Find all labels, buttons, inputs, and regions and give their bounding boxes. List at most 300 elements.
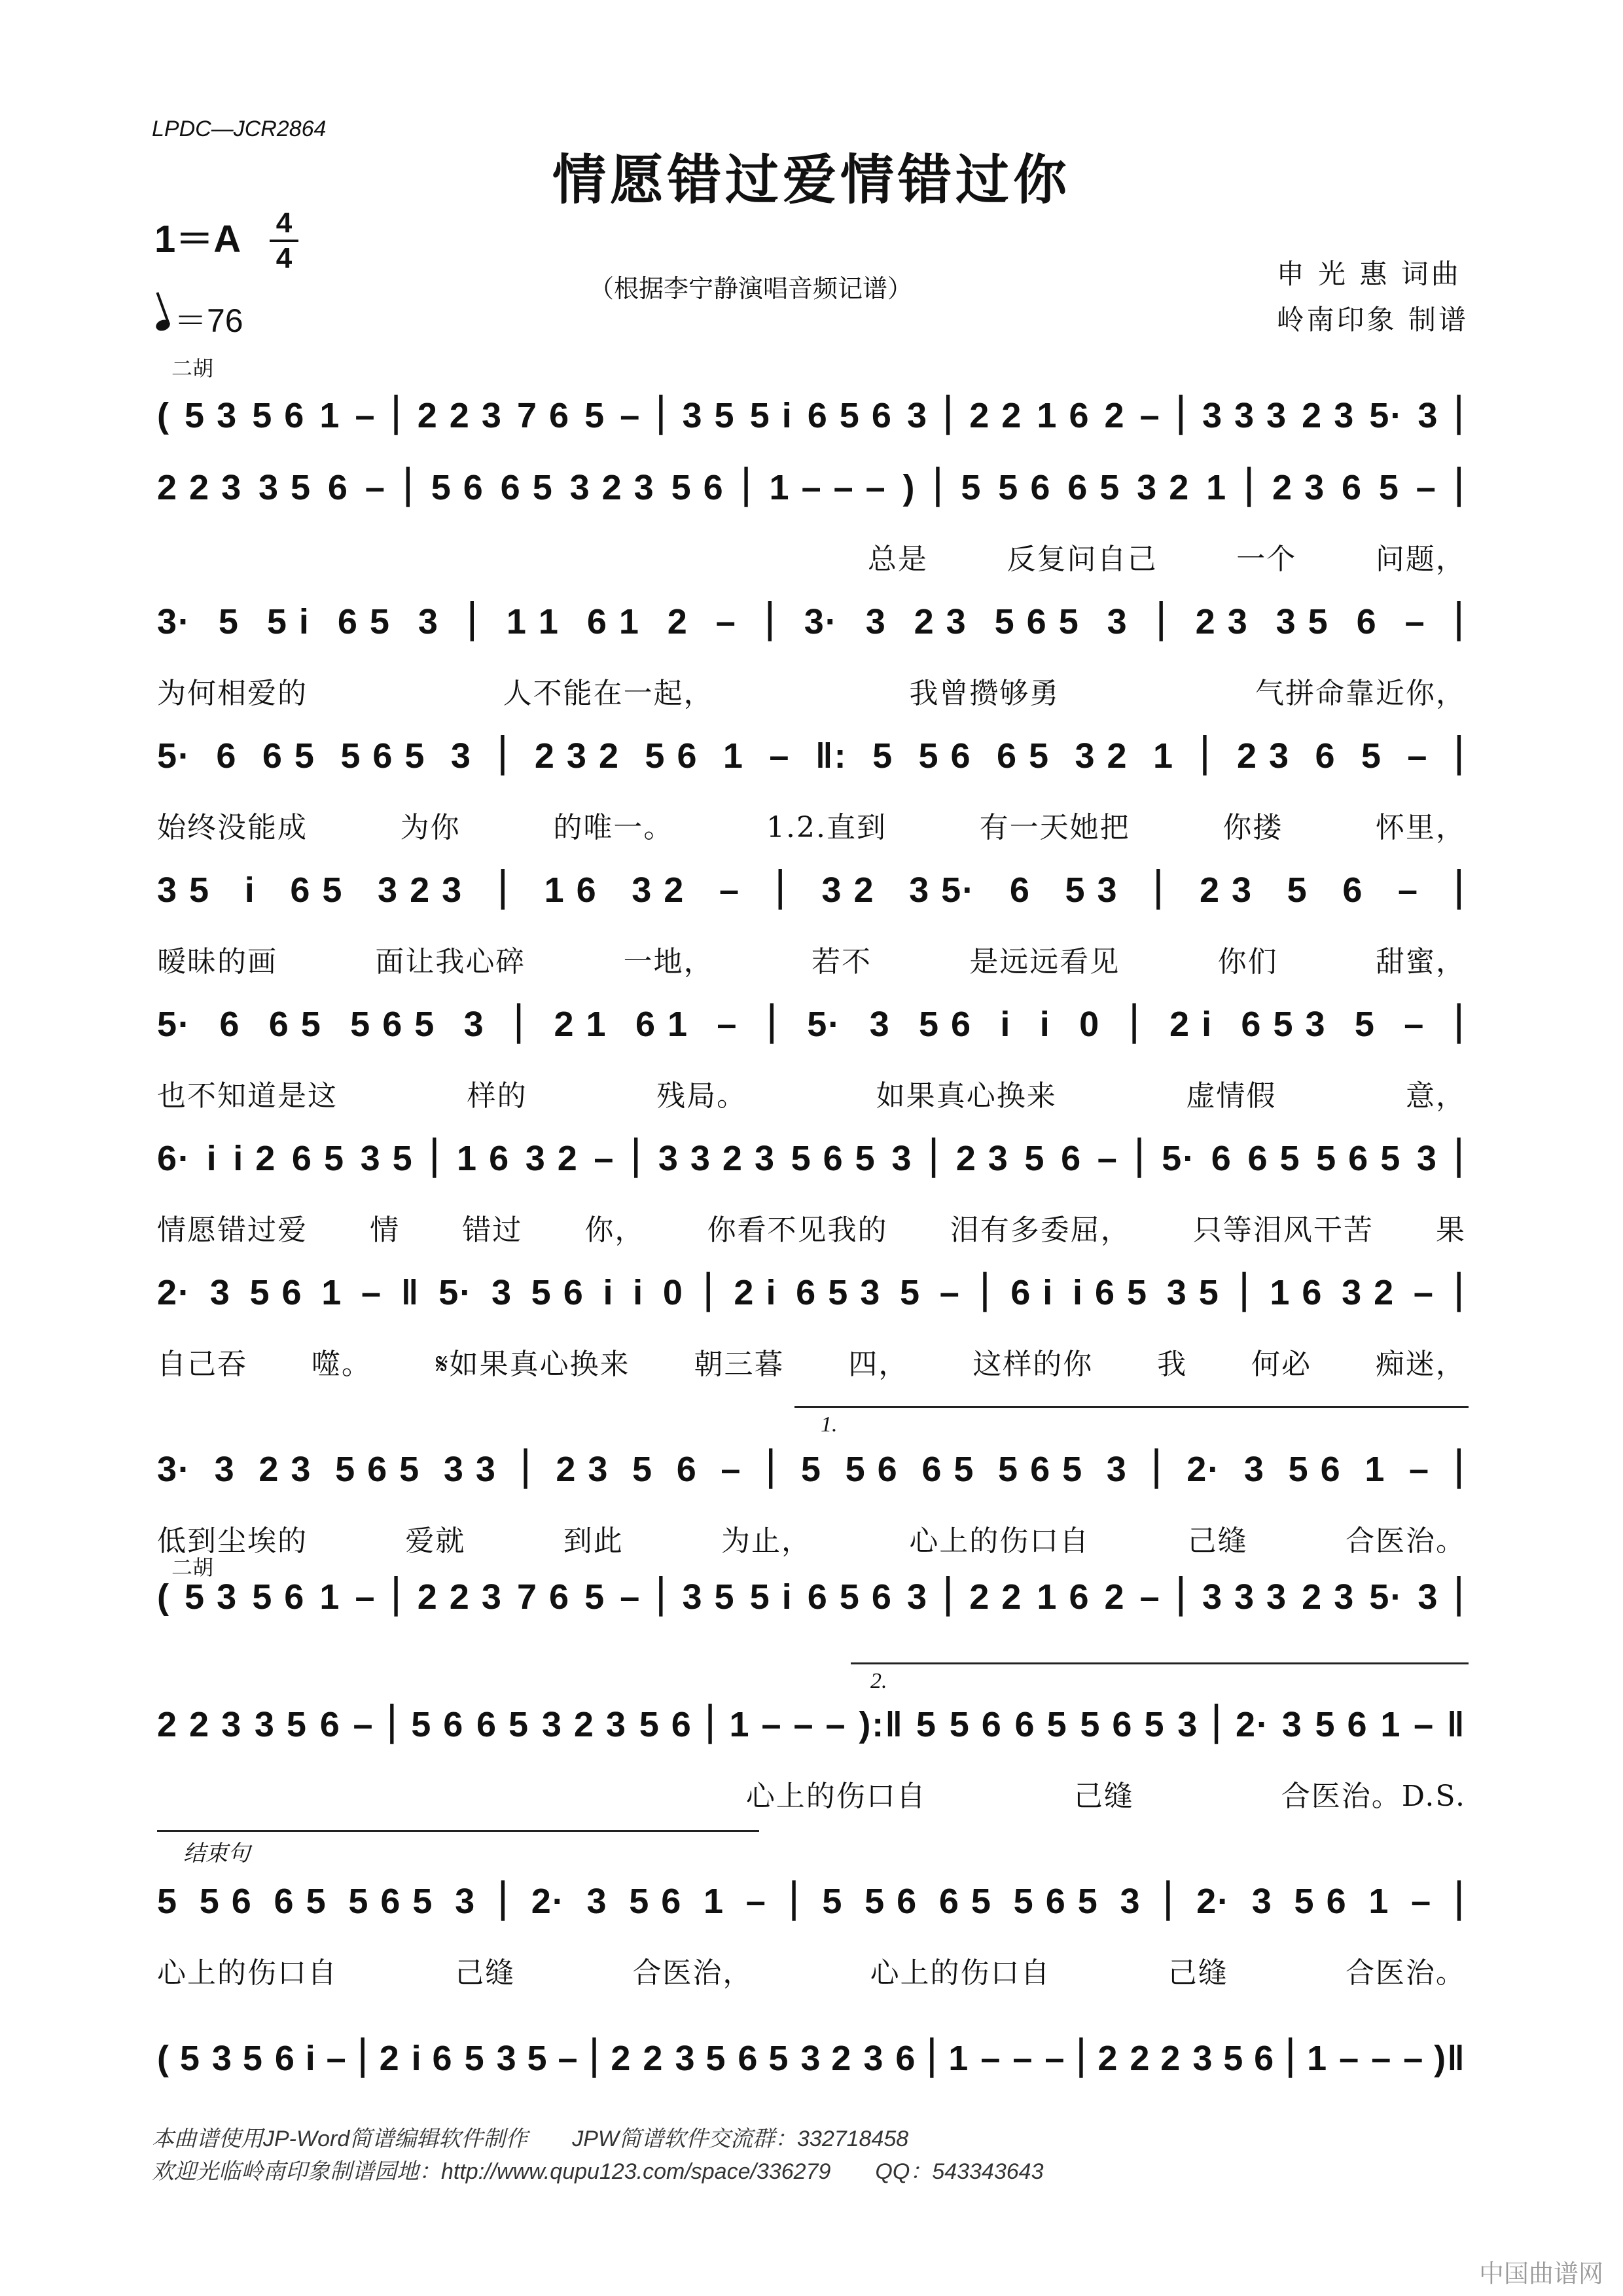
note-group: 2 3 — [1302, 1577, 1355, 1617]
note-group: – — [1139, 1577, 1161, 1617]
note-group: 3· — [157, 602, 192, 641]
note-group: 5 3 — [185, 396, 238, 435]
note-group: 3 2 — [1075, 736, 1128, 776]
note-group: 2 2 — [1097, 2039, 1151, 2078]
note-group: 6 5 — [997, 736, 1050, 776]
key-signature: 1＝A — [154, 218, 241, 260]
score-row — [157, 458, 1466, 508]
note-group: 5 — [584, 1577, 606, 1617]
note-group: 2 2 3 — [157, 1705, 243, 1744]
note-group: 2 2 3 — [417, 1577, 503, 1617]
note-group: 3 — [1416, 1139, 1438, 1178]
note-group: 2 i — [1169, 1005, 1213, 1044]
note-group: 3 — [418, 602, 439, 641]
note-group: 5 6 — [242, 2039, 296, 2078]
note-group: 1 — [1206, 468, 1228, 507]
score-row — [157, 592, 1466, 642]
note-group: 6 5 — [291, 1139, 345, 1178]
note-group: 5 6 — [998, 468, 1052, 507]
note-group: 3 — [209, 1273, 231, 1312]
lyric-row — [157, 1206, 1466, 1248]
note-group: 2· — [531, 1882, 565, 1921]
lyric-phrase: 人不能在一起， — [503, 677, 714, 710]
note-group: 6 — [219, 1005, 241, 1044]
note-group: 1 — [319, 1577, 341, 1617]
barline: | — [402, 459, 415, 507]
note-group: 3· — [804, 602, 838, 641]
note-group: 1 — [722, 736, 744, 776]
note-group: 2 3 2 — [534, 736, 620, 776]
lyric-phrase: 心上的伤口自 — [909, 1524, 1090, 1558]
barline: | — [588, 2030, 601, 2078]
note-group: 5 — [822, 1882, 844, 1921]
note-group: 5· — [1369, 1577, 1404, 1617]
note-group: – — [353, 1705, 374, 1744]
score-row — [157, 995, 1466, 1045]
note-group: – — [326, 2039, 348, 2078]
note-group: 6 5 — [337, 602, 391, 641]
lyric-phrase: 我 — [1157, 1348, 1188, 1381]
note-group: i — [206, 1139, 218, 1178]
credit-lyrics: 申 光 惠 词曲 — [1276, 258, 1461, 290]
tempo-marking — [156, 295, 243, 342]
note-group: 3 3 — [443, 1450, 497, 1489]
ending-label: 结束句 — [183, 1842, 250, 1866]
note-group: i — [305, 2039, 317, 2078]
note-group: – — [620, 396, 641, 435]
note-group: 3 — [906, 396, 928, 435]
note-group: 5 — [1287, 870, 1308, 910]
score-row — [157, 1263, 1466, 1313]
lyric-phrase: 的唯一。 — [553, 811, 674, 844]
note-group: 5 3 — [179, 2039, 233, 2078]
note-group: 3 2 — [821, 870, 875, 910]
note-group: 3 2 — [632, 870, 685, 910]
lyric-phrase: 有一天她把 — [979, 811, 1130, 844]
note-group: 6 — [1341, 468, 1363, 507]
lyric-phrase: 问题， — [1375, 543, 1466, 576]
barline: | — [1453, 1873, 1466, 1921]
note-group: 5· — [157, 1005, 192, 1044]
note-group: 3 5 — [157, 870, 211, 910]
barline: | — [774, 861, 787, 910]
barline: | — [1453, 1568, 1466, 1617]
score-row — [157, 726, 1466, 776]
note-group: 2· — [1235, 1705, 1270, 1744]
barline: | — [1453, 996, 1466, 1044]
note-group: 3 5 — [360, 1139, 414, 1178]
instrument-label-2: 二胡 — [171, 1555, 214, 1580]
score-row — [157, 1440, 1466, 1490]
lyric-phrase: 意， — [1405, 1079, 1466, 1113]
lyric-phrase: 情 — [370, 1213, 401, 1247]
note-group: 5 — [916, 1705, 937, 1744]
lyric-phrase: 这样的你 — [972, 1348, 1094, 1381]
note-group: 5 i — [749, 1577, 793, 1617]
note-group: 2 3 6 — [831, 2039, 917, 2078]
note-group: 2 3 — [1199, 870, 1253, 910]
note-group: 2 3 — [1195, 602, 1249, 641]
note-group: 2 2 — [969, 396, 1023, 435]
barline: | — [1243, 459, 1257, 507]
barline: | — [1162, 1873, 1175, 1921]
lyric-row — [157, 1340, 1466, 1382]
lyric-phrase: 你们 — [1217, 945, 1278, 978]
note-group: 6 5 6 — [807, 1577, 893, 1617]
barline: | — [1152, 861, 1166, 910]
lyric-phrase: 己缝 — [1073, 1780, 1134, 1813]
barline: | — [740, 459, 753, 507]
note-group: 3 2 3 — [569, 468, 655, 507]
barline: | — [630, 1130, 643, 1178]
note-group: 5 6 5 — [350, 1005, 436, 1044]
note-group: 5 6 — [865, 1882, 918, 1921]
note-group: 6 1 — [635, 1005, 689, 1044]
barline: | — [1075, 2030, 1088, 2078]
note-group: 5 i — [266, 602, 310, 641]
note-group: 6 i — [1010, 1273, 1054, 1312]
meter-top: 4 — [276, 207, 293, 239]
note-group: 6 5 — [500, 468, 554, 507]
note-group: – — [1409, 1450, 1431, 1489]
note-group: 6 — [1356, 602, 1378, 641]
barline: ):‖ — [859, 1705, 904, 1744]
note-group: 3 — [586, 1882, 608, 1921]
note-group: 3 2 3 — [378, 870, 463, 910]
note-group: i — [244, 870, 256, 910]
note-group: 3 5 — [254, 1705, 308, 1744]
lyric-phrase: 始终没能成 — [157, 811, 308, 844]
lyric-phrase: 己缝 — [455, 1956, 516, 1990]
barline: | — [979, 1264, 992, 1312]
note-group: 2· — [1186, 1450, 1221, 1489]
barline: ‖: — [815, 736, 847, 776]
lyric-phrase: 虚情假 — [1186, 1079, 1277, 1113]
lyric-phrase: 反复问自己 — [1007, 543, 1158, 576]
note-group: 5 6 5 — [998, 1450, 1084, 1489]
ending-bracket — [157, 1830, 759, 1832]
credits — [1277, 251, 1469, 343]
note-group: – — [1404, 1005, 1425, 1044]
barline: | — [765, 1441, 778, 1489]
note-group: 5 6 — [845, 1450, 899, 1489]
note-group: 5 6 — [252, 396, 306, 435]
note-group: 5 6 — [918, 736, 972, 776]
barline: | — [1453, 387, 1466, 435]
score-row — [157, 1695, 1466, 1745]
lyric-phrase: 怀里， — [1376, 811, 1466, 844]
note-group: 5 — [584, 396, 606, 435]
lyric-phrase: 合医治， — [632, 1956, 753, 1990]
note-group: 3 5 — [258, 468, 312, 507]
lyric-phrase: 一个 — [1236, 543, 1297, 576]
lyric-phrase: 果 — [1435, 1213, 1466, 1247]
barline: | — [466, 593, 479, 641]
note-group: 6 5 — [1014, 1705, 1068, 1744]
note-group: 5 6 — [1294, 1882, 1347, 1921]
note-group: 2 3 — [1302, 396, 1355, 435]
note-group: 2 i — [734, 1273, 777, 1312]
note-group: – — [355, 396, 376, 435]
note-group: 6 1 — [586, 602, 640, 641]
barline: | — [942, 387, 955, 435]
barline: | — [1453, 459, 1466, 507]
barline: | — [927, 1130, 941, 1178]
note-group: – — [1398, 870, 1419, 910]
barline: | — [520, 1441, 533, 1489]
note-group: 3 5 — [1166, 1273, 1220, 1312]
note-group: 6 5 6 — [807, 396, 893, 435]
note-group: 2 — [1104, 396, 1126, 435]
note-group: – — [715, 602, 737, 641]
note-group: ( — [157, 396, 170, 435]
footer-line-1: 本曲谱使用JP-Word简谱编辑软件制作 JPW简谱软件交流群：332718458 — [152, 2126, 909, 2151]
note-group: 3 — [491, 1273, 512, 1312]
barline: | — [1150, 1441, 1164, 1489]
lyric-phrase: 心上的伤口自 — [745, 1780, 927, 1813]
note-group: – — [1416, 468, 1437, 507]
note-group: – — [365, 468, 386, 507]
barline: | — [1453, 861, 1466, 910]
lyric-phrase: 如果真心换来 — [876, 1079, 1057, 1113]
note-group: 3 3 3 — [1202, 396, 1288, 435]
note-group: ( — [157, 2039, 170, 2078]
note-group: 5 3 — [185, 1577, 238, 1617]
note-group: – — [1413, 1273, 1435, 1312]
barline: | — [1155, 593, 1168, 641]
note-group: – — [939, 1273, 961, 1312]
note-group: 1 — [1152, 736, 1175, 776]
note-group: 5 6 — [1288, 1450, 1342, 1489]
lyric-phrase: 合医治。D.S. — [1281, 1780, 1466, 1813]
note-group: 5 6 5 — [1080, 1705, 1166, 1744]
lyric-phrase: 何必 — [1251, 1348, 1312, 1381]
lyric-phrase: 你， — [584, 1213, 645, 1247]
score-row — [157, 861, 1466, 910]
lyric-phrase: 为你 — [400, 811, 461, 844]
lyric-phrase: 合医治。 — [1345, 1524, 1466, 1558]
lyric-phrase: 是远远看见 — [969, 945, 1120, 978]
note-group: 3 — [1418, 396, 1439, 435]
note-group: 5 3 — [768, 2039, 822, 2078]
note-group: 5 6 5 — [335, 1450, 421, 1489]
note-group: ) — [902, 468, 916, 507]
lyric-phrase: 错过 — [462, 1213, 523, 1247]
note-group: – — [1404, 602, 1426, 641]
note-group: 3 5· — [909, 870, 976, 910]
lyric-phrase: 只等泪风干苦 — [1192, 1213, 1374, 1247]
lyric-phrase: 为止， — [721, 1524, 812, 1558]
note-group: 3 2 — [1137, 468, 1190, 507]
note-group: – — [1407, 736, 1429, 776]
lyric-phrase: 总是 — [867, 543, 928, 576]
note-group: 6 — [676, 1450, 698, 1489]
note-group: 6 — [1315, 736, 1336, 776]
note-group: ( — [157, 1577, 170, 1617]
watermark: 中国曲谱网 — [1478, 2259, 1603, 2288]
lyric-phrase: 𝄋如果真心换来 — [435, 1348, 630, 1381]
lyric-phrase: 痴迷， — [1375, 1348, 1466, 1381]
page-title: 情愿错过爱情错过你 — [552, 149, 1071, 211]
barline: ‖ — [1446, 1705, 1466, 1744]
lyric-row — [157, 938, 1466, 980]
volta-2: 2. — [870, 1669, 887, 1693]
lyric-phrase: 到此 — [563, 1524, 624, 1558]
lyric-phrase: 噬。 — [311, 1348, 372, 1381]
note-group: 1 – – – — [1307, 2039, 1425, 2078]
barline: | — [702, 1264, 715, 1312]
score-row — [157, 2029, 1466, 2079]
note-group: – — [1139, 396, 1161, 435]
barline: | — [942, 1568, 955, 1617]
note-group: 5· — [157, 736, 192, 776]
lyric-row — [157, 535, 1466, 577]
note-group: 5 6 — [1315, 1705, 1368, 1744]
barline: | — [1175, 387, 1188, 435]
note-group: 5 6 — [252, 1577, 306, 1617]
note-group: 6 5 3 — [432, 2039, 518, 2078]
lyric-phrase: 样的 — [467, 1079, 527, 1113]
note-group: – — [594, 1139, 615, 1178]
note-group: 5 6 5 — [340, 736, 426, 776]
score-row — [157, 386, 1466, 436]
note-group: 5 6 — [411, 1705, 465, 1744]
barline: ‖ — [401, 1273, 420, 1312]
barline: | — [1285, 2030, 1298, 2078]
barline: | — [429, 1130, 442, 1178]
barline: | — [357, 2030, 370, 2078]
note-group: 1 6 — [1037, 1577, 1090, 1617]
note-group: 3 — [865, 602, 887, 641]
note-group: 5 — [899, 1273, 921, 1312]
note-group: 6 5 — [938, 1882, 992, 1921]
note-group: i 6 5 — [1073, 1273, 1149, 1312]
note-group: i — [1000, 1005, 1012, 1044]
note-group: 5 — [1223, 2039, 1245, 2078]
note-group: 5 — [1361, 736, 1382, 776]
note-group: 6 5 — [290, 870, 344, 910]
lyric-phrase: 己缝 — [1168, 1956, 1228, 1990]
barline: | — [1453, 593, 1466, 641]
lyric-phrase: 自己吞 — [157, 1348, 247, 1381]
barline: | — [926, 2030, 939, 2078]
note-group: 6 — [216, 736, 238, 776]
note-group: 3 — [1418, 1577, 1439, 1617]
footer-line-2: 欢迎光临岭南印象制谱园地：http://www.qupu123.com/space/336279 QQ：543343643 — [152, 2159, 1044, 2184]
note-group: 6 — [1342, 870, 1364, 910]
note-group: 1 6 — [1037, 396, 1090, 435]
note-group: 1 — [1364, 1450, 1386, 1489]
lyric-phrase: 面让我心碎 — [375, 945, 526, 978]
note-group: 5· — [438, 1273, 473, 1312]
note-group: 5· — [807, 1005, 842, 1044]
note-group: 5 — [527, 2039, 548, 2078]
note-group: 2 2 3 — [611, 2039, 696, 2078]
note-group: 2 3 — [955, 1139, 1009, 1178]
barline: | — [1238, 1264, 1251, 1312]
note-group: 3 — [891, 1139, 913, 1178]
note-group: 1 – – – — [948, 2039, 1066, 2078]
lyric-phrase: 1.2.直到 — [766, 811, 887, 844]
note-group: 5 — [961, 468, 982, 507]
note-group: – — [361, 1273, 382, 1312]
note-group: 5 — [1354, 1005, 1376, 1044]
note-group: 5 3 — [1065, 870, 1118, 910]
note-group: 3 — [1251, 1882, 1273, 1921]
note-group: – — [721, 1450, 742, 1489]
note-group: 1 — [1380, 1705, 1402, 1744]
note-group: 3 5 — [682, 396, 736, 435]
volta-1-bracket — [794, 1406, 1469, 1408]
note-group: 2 — [1104, 1577, 1126, 1617]
note-group: – — [1097, 1139, 1118, 1178]
note-group: 6 — [319, 1705, 341, 1744]
lyric-phrase: 暧昧的画 — [157, 945, 277, 978]
note-group: 1 — [703, 1882, 725, 1921]
note-group: i 2 — [233, 1139, 277, 1178]
lyric-phrase: 四， — [848, 1348, 909, 1381]
lyric-phrase: 为何相爱的 — [157, 677, 308, 710]
note-group: 5 6 5 — [994, 602, 1080, 641]
lyric-phrase: 你看不见我的 — [707, 1213, 888, 1247]
barline: | — [788, 1873, 801, 1921]
note-group: 6 — [1254, 2039, 1275, 2078]
note-group: 7 6 — [516, 396, 571, 435]
note-group: 5 — [872, 736, 894, 776]
volta-2-bracket — [851, 1662, 1469, 1664]
lyric-phrase: 一地， — [623, 945, 714, 978]
note-group: 3 2 3 — [541, 1705, 627, 1744]
lyric-phrase: 残局。 — [656, 1079, 747, 1113]
note-group: 3 5 — [682, 1577, 736, 1617]
note-group: – — [745, 1882, 767, 1921]
barline: | — [704, 1696, 717, 1744]
tempo-value: ＝76 — [174, 302, 243, 339]
note-group: 6 — [1211, 1139, 1232, 1178]
credit-notation: 岭南印象 制谱 — [1276, 304, 1469, 336]
note-group: 5 6 5 — [348, 1882, 434, 1921]
note-group: 2 3 — [259, 1450, 312, 1489]
note-group: 1 6 — [457, 1139, 510, 1178]
note-group: 6 5 — [268, 1005, 322, 1044]
barline: )‖ — [1434, 2039, 1466, 2078]
note-group: i — [603, 1273, 615, 1312]
barline: | — [1133, 1130, 1147, 1178]
note-group: 0 — [1079, 1005, 1101, 1044]
note-group: 5 — [800, 1450, 822, 1489]
note-group: – — [620, 1577, 641, 1617]
barline: | — [513, 996, 526, 1044]
note-group: 3 — [1106, 1450, 1128, 1489]
note-group: 3 5 — [1275, 602, 1329, 641]
note-group: 3 — [1177, 1705, 1199, 1744]
lyric-phrase: 爱就 — [405, 1524, 466, 1558]
note-group: – — [769, 736, 791, 776]
note-group: – — [719, 870, 741, 910]
note-group: – — [717, 1005, 738, 1044]
barline: | — [1175, 1568, 1188, 1617]
note-group: 5 — [1378, 468, 1400, 507]
note-group: 5 i — [749, 396, 793, 435]
note-group: 2 3 — [1236, 736, 1291, 776]
note-group: 3 2 — [1342, 1273, 1395, 1312]
time-signature — [270, 208, 298, 274]
barline: | — [1453, 1130, 1466, 1178]
instrument-label: 二胡 — [171, 356, 214, 381]
note-group: 1 — [321, 1273, 343, 1312]
note-group: 2 2 — [969, 1577, 1023, 1617]
note-group: 3 — [1120, 1882, 1141, 1921]
